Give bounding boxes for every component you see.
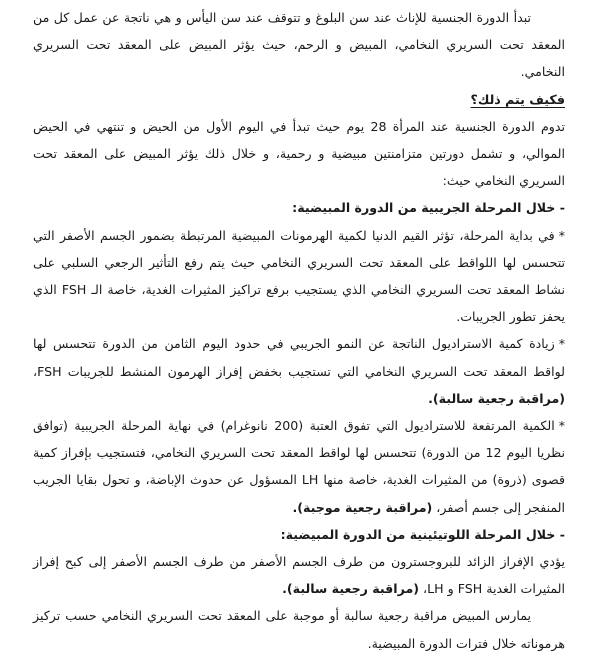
bullet-marker: *: [558, 418, 566, 434]
follicular-heading-line: [33, 194, 565, 221]
follicular-bullet-2: [33, 330, 565, 412]
cycle-text: تدوم الدورة الجنسية عند المرأة 28 يوم حيث تبدأ في اليوم الأول من الحيض و تنتهي في الحيض الموالي، و تشمل دورتين متزامنتين مبيضية و رحمية، و خلال ذلك يؤثر المبيض على المعقد تحت السريري النخامي حيث:: [33, 118, 566, 189]
intro-text: تبدأ الدورة الجنسية للإناث عند سن البلوغ و تتوقف عند سن اليأس و هي ناتجة عن عمل كل من المعقد تحت السريري النخامي، المبيض و الرحم، حيث يؤثر المبيض على المعقد تحت السريري النخامي.: [33, 10, 565, 80]
feedback-note: (مراقبة رجعية سالبة).: [428, 390, 565, 406]
question-heading: فكيف يتم ذلك؟: [470, 91, 565, 107]
feedback-note: (مراقبة رجعية سالبة).: [282, 581, 420, 597]
follicular-phase-heading: - خلال المرحلة الجريبية من الدورة المبيضية:: [292, 200, 565, 216]
feedback-note: (مراقبة رجعية موجبة).: [292, 499, 433, 515]
luteal-text: يؤدي الإفراز الزائد للبروجسترون من طرف الجسم الأصفر من طرف الجسم الأصفر إلى كبح إفراز المثيرات الغدية FSH و LH،: [33, 554, 565, 597]
conclusion-text: يمارس المبيض مراقبة رجعية سالبة أو موجبة على المعقد تحت السريري النخامي حسب تركيز هرموناته خلال فترات الدورة المبيضية.: [33, 608, 565, 651]
bullet-text: الكمية المرتفعة للاستراديول التي تفوق العتبة (200 نانوغرام) في نهاية المرحلة الجريبية (توافق نظريا اليوم 12 من الدورة) تتحسس لها لواقط المعقد تحت السريري النخامي، فتستجيب بإفراز كمية قصوى (ذروة) من المثيرات الغدية، خاصة منها LH المسؤول عن حدوث الإباضة، و تحول بقايا الجريب المنفجر إلى جسم أصفر،: [33, 418, 566, 515]
bullet-text: في بداية المرحلة، تؤثر القيم الدنيا لكمية الهرمونات المبيضية المرتبطة بضمور الجسم الأصفر التي تتحسس لها اللواقط على المعقد تحت السريري النخامي حيث يتم رفع التأثير الرجعي السلبي على نشاط المعقد تحت السريري النخامي الذي يستجيب برفع تراكيز المثيرات الغدية، خاصة الـ FSH الذي يحفز تطور الجريبات.: [33, 227, 566, 325]
question-heading-line: [33, 86, 565, 113]
bullet-text: زيادة كمية الاستراديول الناتجة عن النمو الجريبي في حدود اليوم الثامن من الدورة تتحسس لها لواقط المعقد تحت السريري النخامي التي تستجيب بخفض إفراز الهرمون المنشط للجريبات FSH،: [33, 336, 565, 379]
follicular-bullet-3: [33, 412, 565, 521]
luteal-paragraph: [33, 548, 565, 602]
luteal-phase-heading: - خلال المرحلة اللوتيئينية من الدورة المبيضية:: [280, 526, 565, 542]
conclusion-paragraph: [33, 602, 565, 656]
cycle-paragraph: [33, 113, 565, 195]
bullet-marker: *: [558, 336, 565, 352]
intro-paragraph: [33, 4, 565, 86]
bullet-marker: *: [558, 227, 565, 243]
follicular-bullet-1: [33, 222, 565, 331]
